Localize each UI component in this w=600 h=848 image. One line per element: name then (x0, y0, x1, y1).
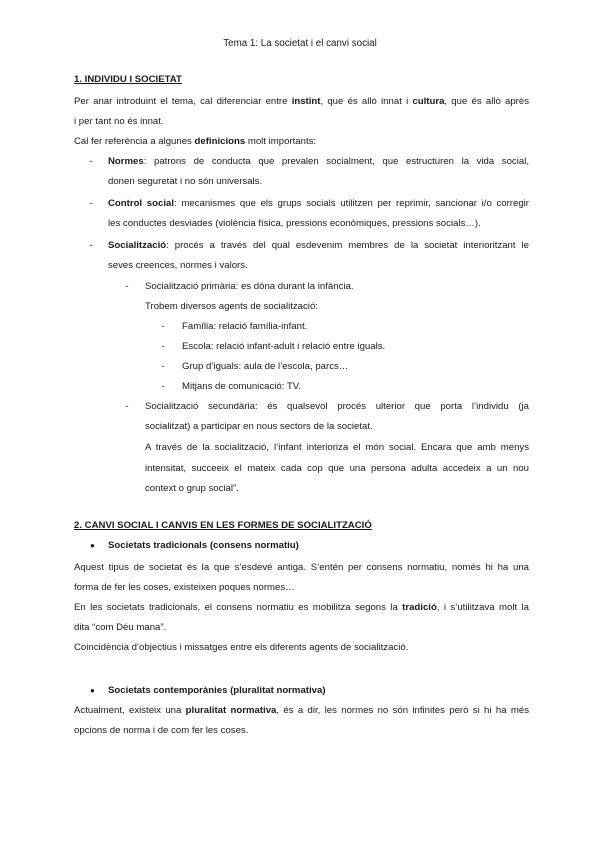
list-dash: - (161, 321, 165, 332)
def-socialitzacio-line-2: seves creences, normes i valors. (108, 260, 248, 271)
secondary-line-1: Socialització secundària: és qualsevol procés ulterior que porta l’individu (ja (145, 401, 529, 412)
traditional-line-1: Aquest tipus de societat és la que s’esdevé antiga. S’entén per consens normatiu, només hi ha una (74, 562, 529, 573)
contemporary-line-2: opcions de norma i de com fer les coses. (74, 725, 249, 736)
secondary-line-2: socialitzat) a participar en nous sectors de la societat. (145, 421, 373, 432)
list-dash: - (161, 381, 165, 392)
list-dash: - (125, 281, 129, 292)
primary-line-2: Trobem diversos agents de socialització: (145, 301, 318, 312)
def-control-line-1: Control social: mecanismes que els grups socials utilitzen per reprimir, sancionar i/o corregir (108, 198, 530, 209)
agent-item: Grup d’iguals: aula de l’escola, parcs… (182, 361, 349, 372)
list-dash: - (89, 198, 93, 209)
def-normes-line-2: donen seguretat i no són universals. (108, 176, 263, 187)
agent-item: Família: relació família-infant. (182, 321, 308, 332)
def-normes-line-1: Normes: patrons de conducta que prevalen socialment, que estructuren la vida social, (108, 156, 529, 167)
list-dash: - (89, 156, 93, 167)
intro-line-1: Per anar introduint el tema, cal diferenciar entre instint, que és allò innat i cultura, que és allò après (74, 96, 530, 107)
bullet-icon: ● (90, 541, 95, 550)
list-dash: - (125, 401, 129, 412)
page-title: Tema 1: La societat i el canvi social (223, 38, 377, 49)
contemporary-heading: Societats contemporànies (pluralitat normativa) (108, 685, 326, 696)
section1-heading: 1. INDIVIDU I SOCIETAT (74, 74, 182, 85)
secondary-line-3: A través de la socialització, l’infant interioriza el món social. Encara que amb menys (145, 442, 529, 453)
traditional-heading: Societats tradicionals (consens normatiu) (108, 540, 299, 551)
list-dash: - (161, 361, 165, 372)
agent-item: Mitjans de comunicació: TV. (182, 381, 301, 392)
secondary-line-5: context o grup social”. (145, 483, 239, 494)
traditional-line-4: dita “com Déu mana”. (74, 622, 167, 633)
list-dash: - (89, 240, 93, 251)
traditional-line-5: Coincidència d’objectius i missatges entre els diferents agents de socialització. (74, 642, 409, 653)
intro-line-2: i per tant no és innat. (74, 116, 164, 127)
contemporary-line-1: Actualment, existeix una pluralitat normativa, és a dir, les normes no són infinites però si hi ha més (74, 705, 529, 716)
section2-heading: 2. CANVI SOCIAL I CANVIS EN LES FORMES DE SOCIALITZACIÓ (74, 520, 372, 531)
intro-line-3: Cal fer referència a algunes definicions molt importants: (74, 136, 317, 147)
traditional-line-2: forma de fer les coses, existeixen poques normes… (74, 582, 295, 593)
bullet-icon: ● (90, 686, 95, 695)
list-dash: - (161, 341, 165, 352)
agent-item: Escola: relació infant-adult i relació entre iguals. (182, 341, 386, 352)
def-socialitzacio-line-1: Socialització: procés a través del qual esdevenim membres de la societat interioritzant le (108, 240, 529, 251)
def-control-line-2: les conductes desviades (violència física, pressions econòmiques, pressions socials…). (108, 218, 481, 229)
primary-line-1: Socialització primària: es dóna durant la infància. (145, 281, 354, 292)
secondary-line-4: intensitat, succeeix el mateix cada cop que una persona adulta accedeix a un nou (145, 463, 529, 474)
traditional-line-3: En les societats tradicionals, el consens normatiu es mobilitza segons la tradició, i s’utilitzava molt la (74, 602, 529, 613)
